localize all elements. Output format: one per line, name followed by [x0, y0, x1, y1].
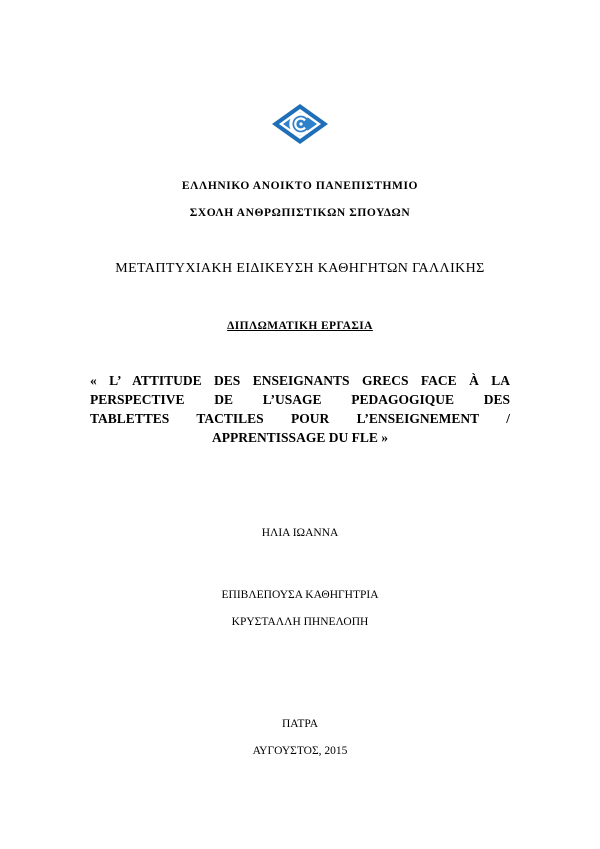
supervisor-label: ΕΠΙΒΛΕΠΟΥΣΑ ΚΑΘΗΓΗΤΡΙΑ — [221, 589, 379, 601]
school-name: ΣΧΟΛΗ ΑΝΘΡΩΠΙΣΤΙΚΩΝ ΣΠΟΥΔΩΝ — [189, 207, 411, 219]
city: ΠΑΤΡΑ — [281, 718, 319, 730]
author-name: ΗΛΙΑ ΙΩΑΝΝΑ — [261, 527, 339, 539]
thesis-title-line-1: « L’ ATTITUDE DES ENSEIGNANTS GRECS FACE À LA — [90, 373, 510, 388]
thesis-title-line-3: TABLETTES TACTILES POUR L’ENSEIGNEMENT / — [90, 411, 510, 426]
thesis-title-line-4: APPRENTISSAGE DU FLE » — [212, 430, 388, 445]
university-logo-icon — [270, 103, 330, 145]
university-name: ΕΛΛΗΝΙΚΟ ΑΝΟΙΚΤΟ ΠΑΝΕΠΙΣΤΗΜΙΟ — [181, 180, 419, 192]
thesis-type-label: ΔΙΠΛΩΜΑΤΙΚΗ ΕΡΓΑΣΙΑ — [227, 320, 373, 332]
supervisor-name: ΚΡΥΣΤΑΛΛΗ ΠΗΝΕΛΟΠΗ — [231, 616, 369, 628]
thesis-title-line-2: PERSPECTIVE DE L’USAGE PEDAGOGIQUE DES — [90, 392, 510, 407]
date: ΑΥΓΟΥΣΤΟΣ, 2015 — [252, 745, 348, 757]
program-name: ΜΕΤΑΠΤΥΧΙΑΚΗ ΕΙΔΙΚΕΥΣΗ ΚΑΘΗΓΗΤΩΝ ΓΑΛΛΙΚΗΣ — [115, 261, 485, 276]
